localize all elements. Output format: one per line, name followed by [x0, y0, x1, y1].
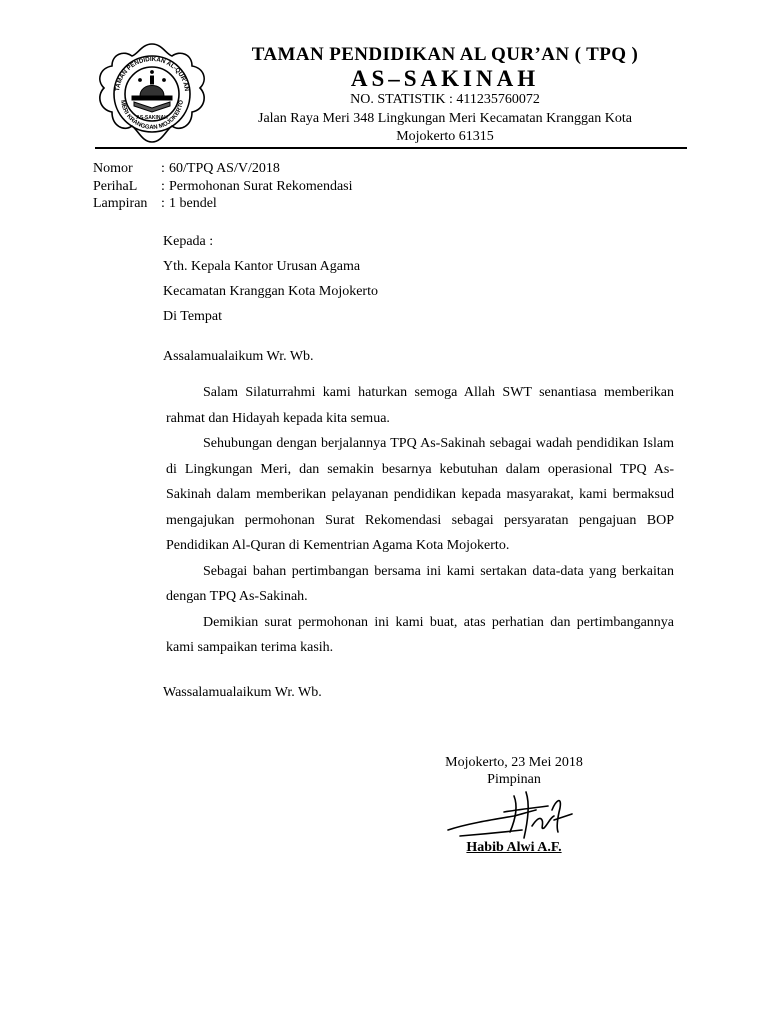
meta-row-perihal: [93, 178, 353, 196]
recipient-block: [163, 229, 378, 329]
closing: Wassalamualaikum Wr. Wb.: [163, 685, 322, 700]
signer-position: Pimpinan: [487, 772, 541, 787]
address-line-2: Mojokerto 61315: [396, 129, 494, 144]
meta-label: Nomor: [93, 161, 133, 176]
logo-text-bottom: MERI KRANGGAN MOJOKERTO: [119, 99, 185, 132]
place-date: Mojokerto, 23 Mei 2018: [445, 755, 583, 770]
address-line-1: Jalan Raya Meri 348 Lingkungan Meri Kecamatan Kranggan Kota: [258, 111, 632, 126]
meta-row-nomor: [93, 160, 353, 178]
meta-value: Permohonan Surat Rekomendasi: [169, 178, 353, 194]
meta-label: PerihaL: [93, 178, 138, 194]
signer-name: Habib Alwi A.F.: [466, 840, 562, 855]
recipient-kepada: Kepada :: [163, 234, 214, 249]
meta-value: 60/TPQ AS/V/2018: [169, 161, 280, 176]
recipient-line-2: Kecamatan Kranggan Kota Mojokerto: [163, 284, 378, 299]
meta-row-lampiran: [93, 195, 353, 213]
body-paragraph: Demikian surat permohonan ini kami buat, atas perhatian dan pertimbangannya kami sampaikan terima kasih.: [166, 614, 674, 655]
letter-meta: [93, 160, 353, 213]
meta-separator: :: [161, 161, 165, 176]
meta-separator: :: [161, 178, 165, 194]
body-paragraph: Sebagai bahan pertimbangan bersama ini kami sertakan data-data yang berkaitan dengan TPQ As-Sakinah.: [166, 563, 674, 604]
letter-body: [166, 380, 674, 661]
body-paragraph: Sehubungan dengan berjalannya TPQ As-Sakinah sebagai wadah pendidikan Islam di Lingkungan Meri, dan semakin besarnya kebutuhan dalam operasional TPQ As-Sakinah dalam memberikan pelayanan pendidikan kepada masyarakat, kami bermaksud mengajukan permohonan Surat Rekomendasi sebagai persyaratan pengajuan BOP Pendidikan Al-Quran di Kementrian Agama Kota Mojokerto.: [166, 436, 674, 553]
letterhead-address: [215, 110, 675, 146]
letterhead-stat-line: NO. STATISTIK : 411235760072: [350, 92, 540, 107]
letterhead-divider: [95, 147, 687, 149]
meta-separator: :: [161, 196, 165, 211]
recipient-line-3: Di Tempat: [163, 309, 223, 324]
tpq-logo-emblem: [92, 40, 212, 150]
greeting: Assalamualaikum Wr. Wb.: [163, 349, 314, 364]
logo-text-center: AS-SAKINAH: [136, 115, 168, 121]
handwritten-signature: [444, 786, 582, 846]
recipient-line-1: Yth. Kepala Kantor Urusan Agama: [163, 259, 361, 274]
body-paragraph: Salam Silaturrahmi kami haturkan semoga Allah SWT senantiasa memberikan rahmat dan Hidayah kepada kita semua.: [166, 385, 674, 426]
meta-value: 1 bendel: [169, 196, 217, 211]
meta-label: Lampiran: [93, 196, 148, 211]
letterhead-name-line: AS–SAKINAH: [350, 66, 540, 91]
logo-text-top: TAMAN PENDIDIKAN AL-QUR'AN: [114, 55, 190, 92]
signature-header: [430, 754, 598, 788]
letterhead-org-line: TAMAN PENDIDIKAN AL QUR’AN ( TPQ ): [251, 44, 639, 65]
